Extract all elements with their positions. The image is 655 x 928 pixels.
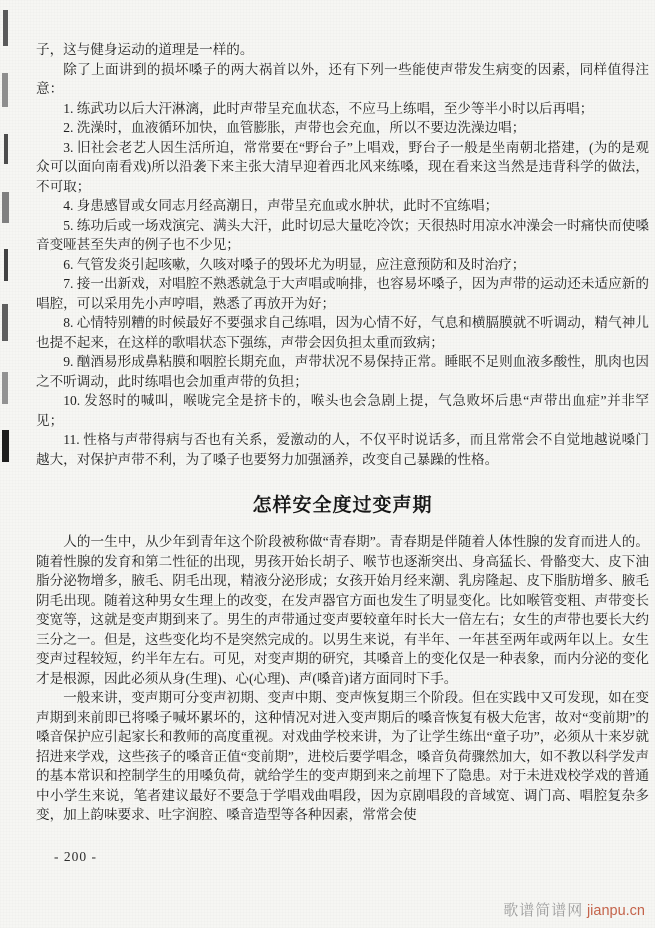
binding-mark bbox=[4, 249, 8, 281]
binding-mark bbox=[2, 430, 9, 462]
binding-mark bbox=[2, 73, 8, 107]
paragraph-puberty: 人的一生中，从少年到青年这个阶段被称做“青春期”。青春期是伴随着人体性腺的发育而进人的。随着性腺的发育和第二性征的出现，男孩开始长胡子、喉节也逐渐突出、身高猛长、骨骼变大、皮下油脂分泌物增多，腋毛、阴毛出现，精液分泌形成；女孩开始月经来潮、乳房隆起、皮下脂肪增多、腋毛阴毛出现。随着这种男女生理上的改变，在发声器官方面也发生了明显变化。比如喉管变粗、声带变长变宽等，这就是变声期到来了。男生的声带通过变声要较童年时长大一倍左右；女生的声带也要长大约三分之一。但是，这些变化均不是突然完成的。以男生来说，有半年、一年甚至两年或两年以上。女生变声过程较短，约半年左右。可见，对变声期的研究，其嗓音上的变化仅是一种表象，而内分泌的变化才是根源，因此必须从身(生理)、心(心理)、声(嗓音)诸方面同时下手。 bbox=[36, 534, 649, 686]
paragraph-continuation: 子，这与健身运动的道理是一样的。 bbox=[36, 42, 254, 57]
section-heading: 怎样安全度过变声期 bbox=[252, 495, 433, 516]
binding-mark bbox=[2, 192, 9, 223]
list-item-2: 2. 洗澡时，血液循环加快，血管膨胀，声带也会充血，所以不要边洗澡边唱； bbox=[63, 120, 526, 135]
page-number: - 200 - bbox=[54, 848, 97, 864]
binding-mark bbox=[4, 134, 8, 164]
watermark bbox=[503, 902, 645, 920]
list-item-11: 11. 性格与声带得病与否也有关系，爱激动的人，不仅平时说话多，而且常常会不自觉地越说嗓门越大，对保护声带不利，为了嗓子也要努力加强涵养，改变自己暴躁的性格。 bbox=[36, 432, 649, 467]
list-item-5: 5. 练功后或一场戏演完、满头大汗，此时切忌大量吃冷饮；天很热时用凉水冲澡会一时痛快而使嗓音变哑甚至失声的例子也不少见； bbox=[36, 217, 649, 252]
binding-mark bbox=[2, 304, 8, 341]
document-page bbox=[36, 40, 649, 866]
paragraph-voice-change: 一般来讲，变声期可分变声初期、变声中期、变声恢复期三个阶段。但在实践中又可发现，如在变声期到来前即已将嗓子喊坏累坏的，这种情况对进入变声期后的嗓音恢复有极大危害，故对“变前期”的嗓音保护应引起家长和教师的高度重视。对戏曲学校来讲，为了让学生练出“童子功”，必须从十来岁就招进来学戏，这些孩子的嗓音正值“变前期”，进校后要学唱念，嗓音负荷骤然加大，如不教以科学发声的基本常识和控制学生的用嗓负荷，就给学生的变声期到来之前埋下了隐患。对于未进戏校学戏的普通中小学生来说，笔者建议最好不要急于学唱戏曲唱段，因为京剧唱段的音域宽、调门高、唱腔复杂多变，加上韵味要求、吐字润腔、嗓音造型等各种因素，常常会使 bbox=[36, 690, 649, 822]
watermark-url: jianpu.cn bbox=[586, 903, 645, 919]
list-item-9: 9. 酗酒易形成鼻粘膜和咽腔长期充血，声带状况不易保持正常。睡眠不足则血液多酸性，肌肉也因之不听调动，此时练唱也会加重声带的负担； bbox=[36, 354, 649, 389]
list-item-7: 7. 接一出新戏，对唱腔不熟悉就急于大声唱或响排，也容易坏嗓子，因为声带的运动还未适应新的唱腔，可以采用先小声哼唱，熟悉了再放开为好； bbox=[36, 276, 649, 311]
list-item-3: 3. 旧社会老艺人因生活所迫，常常要在“野台子”上唱戏，野台子一般是坐南朝北搭建，(为的是观众可以面向南看戏)所以沿袭下来主张大清早迎着西北风来练嗓，现在看来这当然是违背科学的做法，不可取； bbox=[36, 139, 649, 194]
watermark-site-name: 歌谱简谱网 bbox=[503, 903, 584, 919]
binding-mark bbox=[3, 10, 8, 46]
binding-mark bbox=[2, 372, 8, 404]
list-item-8: 8. 心情特别糟的时候最好不要强求自己练唱，因为心情不好，气息和横膈膜就不听调动，精气神儿也提不起来，在这样的歌唱状态下强练，声带会因负担太重而致病； bbox=[36, 315, 649, 350]
list-item-4: 4. 身患感冒或女同志月经高潮日，声带呈充血或水肿状，此时不宜练唱； bbox=[63, 198, 499, 213]
list-item-6: 6. 气管发炎引起咳嗽，久咳对嗓子的毁坏尤为明显，应注意预防和及时治疗； bbox=[63, 256, 526, 272]
list-item-1: 1. 练武功以后大汗淋漓，此时声带呈充血状态，不应马上练唱，至少等半小时以后再唱； bbox=[63, 100, 594, 116]
list-item-10: 10. 发怒时的喊叫，喉咙完全是挤卡的，喉头也会急剧上提，气急败坏后患“声带出血症”并非罕见； bbox=[36, 393, 649, 428]
binding-marks bbox=[0, 0, 14, 928]
paragraph-intro: 除了上面讲到的损坏嗓子的两大祸首以外，还有下列一些能使声带发生病变的因素，同样值得注意： bbox=[36, 61, 649, 96]
